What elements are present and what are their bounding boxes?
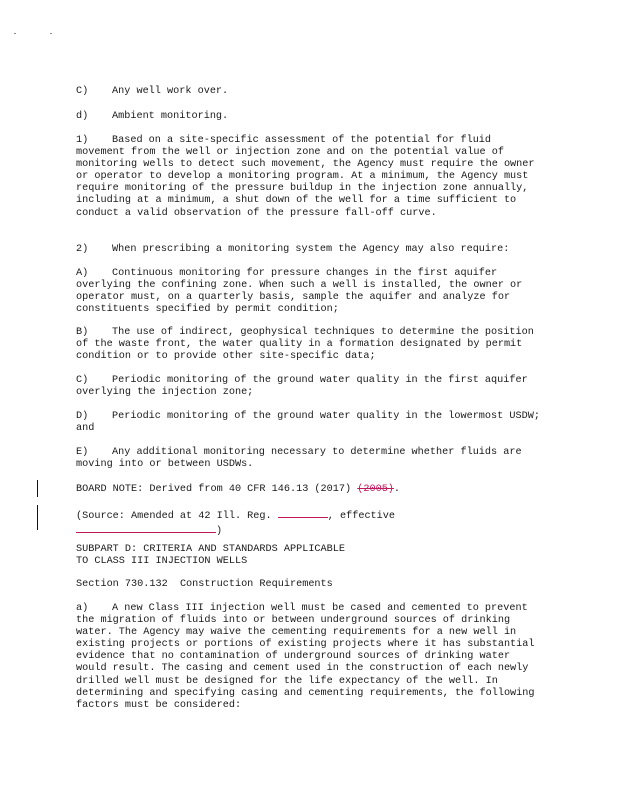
- paragraph-label: a): [76, 603, 89, 614]
- item-label: C): [76, 86, 89, 97]
- paragraph-text: A new Class III injection well must be cased and cemented to prevent the migration of fluids into or between underground sources of drinking water. The Agency may waive the cementing requirements for a new well in existing projects or portions of existing projects where it has substantial evidence that no contamination of underground sources of drinking water would result. The casing and cement used in the construction of each newly drilled well must be designed for the life expectancy of the well. In determining and specifying casing and cementing requirements, the following factors must be considered:: [76, 603, 541, 711]
- subparagraph-label: E): [76, 447, 89, 458]
- source-close: ): [216, 526, 223, 538]
- revision-bar: [37, 480, 38, 497]
- subparagraph-a: [76, 268, 540, 316]
- section-heading: [76, 579, 540, 591]
- scan-speck: [50, 33, 52, 34]
- section-title: Construction Requirements: [179, 579, 333, 590]
- paragraph-text: When prescribing a monitoring system the Agency may also require:: [112, 244, 510, 255]
- subparagraph-label: D): [76, 411, 89, 422]
- paragraph-a: [76, 603, 540, 712]
- paragraph-text: Based on a site-specific assessment of the potential for fluid movement from the well or injection zone and on the potential value of monitoring wells to detect such movement, the Agency must require the owner or operator to develop a monitoring program. At a minimum, the Agency must require monitoring of the pressure buildup in the injection zone annually, including at a minimum, a shut down of the well for a time sufficient to conduct a valid observation of the pressure fall-off curve.: [76, 135, 541, 219]
- subpart-line-2: TO CLASS III INJECTION WELLS: [76, 556, 248, 568]
- source-effective: , effective: [327, 511, 396, 522]
- board-note-text: BOARD NOTE: Derived from 40 CFR 146.13 (2017): [76, 484, 352, 495]
- subparagraph-text: Any additional monitoring necessary to determine whether fluids are moving into or between USDWs.: [76, 447, 528, 471]
- paragraph-2: [76, 244, 540, 256]
- source-note: [76, 508, 540, 538]
- revision-bar: [37, 505, 38, 530]
- subparagraph-b: [76, 327, 540, 363]
- subparagraph-label: B): [76, 327, 89, 338]
- item-text: Any well work over.: [112, 86, 229, 97]
- subparagraph-e: [76, 447, 540, 471]
- subparagraph-label: A): [76, 268, 89, 279]
- register-page-blank: [278, 508, 328, 518]
- subparagraph-text: Periodic monitoring of the ground water quality in the first aquifer overlying the injection zone;: [76, 375, 534, 399]
- struck-year: (2005): [357, 484, 394, 495]
- item-c: [76, 86, 540, 98]
- subparagraph-text: Continuous monitoring for pressure changes in the first aquifer overlying the confining zone. When such a well is installed, the owner or operator must, on a quarterly basis, sample the aquifer and analyze for constituents specified by permit condition;: [76, 268, 529, 316]
- source-text: (Source: Amended at 42 Ill. Reg.: [76, 511, 272, 522]
- effective-date-blank: [76, 523, 216, 533]
- subparagraph-text: The use of indirect, geophysical techniques to determine the position of the waste front, the water quality in a formation designated by permit condition or to provide other site-specific data;: [76, 327, 540, 363]
- subpart-heading: [76, 544, 540, 568]
- paragraph-label: 1): [76, 135, 89, 146]
- board-note: [76, 484, 540, 496]
- item-d: [76, 111, 540, 123]
- subpart-line-1: SUBPART D: CRITERIA AND STANDARDS APPLICABLE: [76, 544, 345, 555]
- item-text: Ambient monitoring.: [112, 111, 229, 122]
- subparagraph-c: [76, 375, 540, 399]
- board-note-end: .: [393, 484, 401, 495]
- paragraph-1: [76, 135, 540, 220]
- subparagraph-d: [76, 411, 547, 435]
- section-number: Section 730.132: [76, 579, 168, 590]
- item-label: d): [76, 111, 89, 122]
- scan-speck: [14, 33, 16, 34]
- paragraph-label: 2): [76, 244, 89, 255]
- subparagraph-label: C): [76, 375, 89, 386]
- subparagraph-text: Periodic monitoring of the ground water quality in the lowermost USDW; and: [76, 411, 547, 435]
